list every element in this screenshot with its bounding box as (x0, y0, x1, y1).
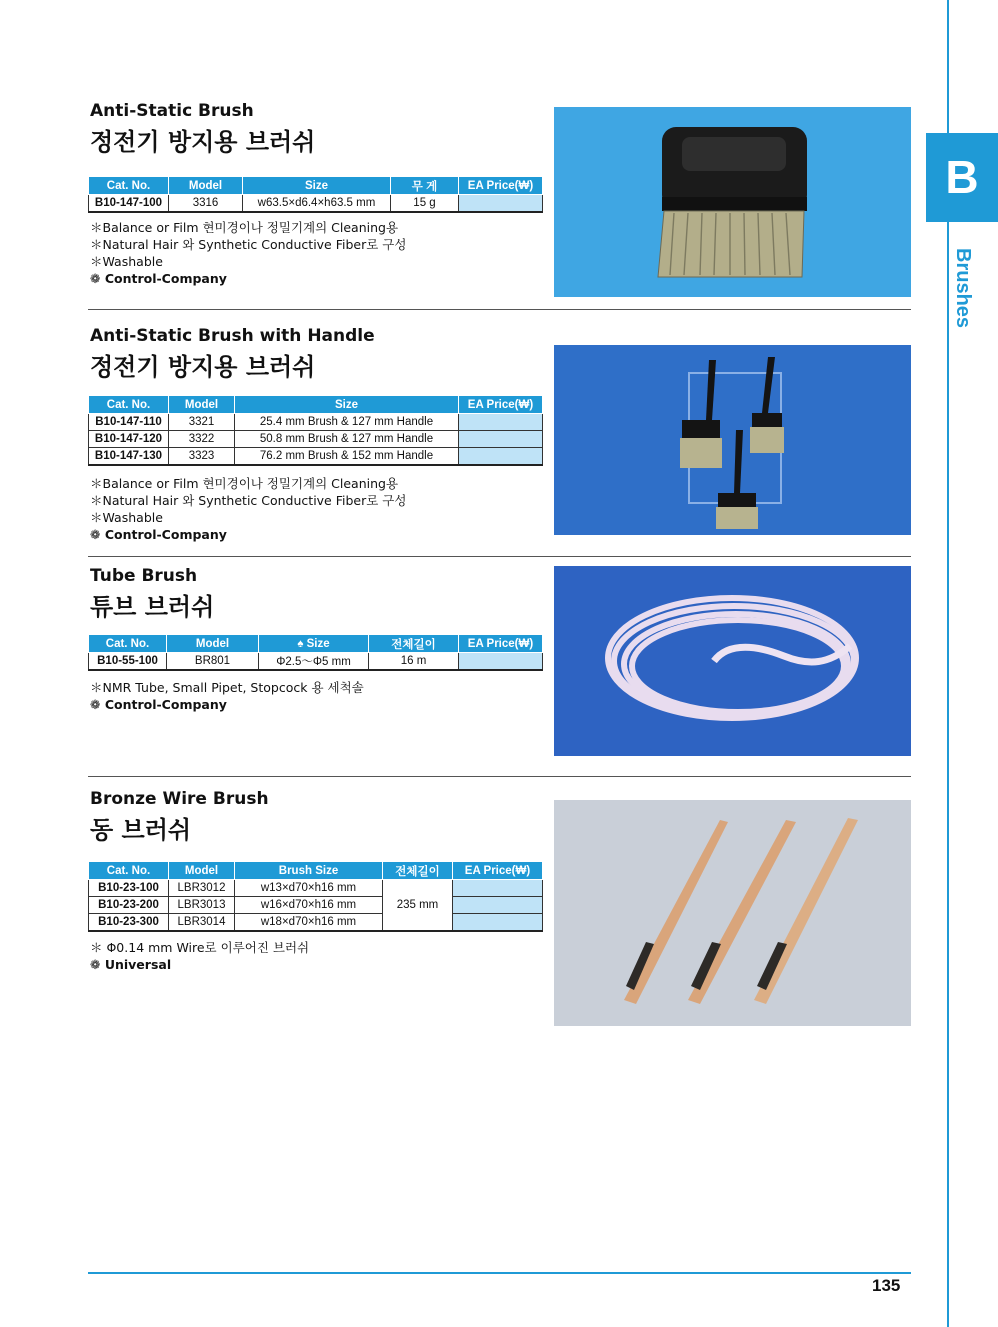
size: Φ2.5～Φ5 mm (259, 653, 369, 671)
col-header: Cat. No. (89, 635, 167, 653)
size: w63.5×d6.4×h63.5 mm (243, 195, 391, 213)
section-title-ko: 정전기 방지용 브러쉬 (90, 353, 316, 381)
col-header: EA Price(₩) (459, 635, 543, 653)
length: 235 mm (383, 880, 453, 932)
table-row (89, 195, 543, 213)
model: 3321 (169, 414, 235, 431)
product-photo-bronze-brush (554, 800, 911, 1026)
side-label-text: Brushes (952, 248, 974, 329)
section-title-ko: 튜브 브러쉬 (90, 593, 215, 621)
model: LBR3014 (169, 914, 235, 932)
notes (90, 679, 364, 713)
section-bronze-wire-brush (88, 788, 912, 1033)
brand: ❁ Universal (90, 957, 172, 972)
note: ＊Washable (90, 254, 163, 269)
col-header: Size (243, 177, 391, 195)
model: LBR3013 (169, 897, 235, 914)
table-row (89, 880, 543, 897)
cat-no: B10-147-100 (89, 195, 169, 213)
length: 16 m (369, 653, 459, 671)
section-anti-static-brush (88, 100, 912, 300)
col-header: Model (167, 635, 259, 653)
section-title-en: Bronze Wire Brush (90, 789, 269, 809)
size: w13×d70×h16 mm (235, 880, 383, 897)
col-header: 전체길이 (383, 862, 453, 880)
footer-rule (88, 1272, 911, 1274)
size: 25.4 mm Brush & 127 mm Handle (235, 414, 459, 431)
cat-no: B10-147-110 (89, 414, 169, 431)
col-header: Cat. No. (89, 396, 169, 414)
col-header: Cat. No. (89, 177, 169, 195)
col-header: Model (169, 177, 243, 195)
size: 50.8 mm Brush & 127 mm Handle (235, 431, 459, 448)
price-cell (459, 448, 543, 466)
product-photo-brush-handle (554, 345, 911, 535)
price-cell (453, 880, 543, 897)
table-row (89, 448, 543, 466)
col-header: 무 게 (391, 177, 459, 195)
section-title-ko: 정전기 방지용 브러쉬 (90, 128, 316, 156)
table-row (89, 897, 543, 914)
note: ＊Washable (90, 510, 163, 525)
table-row (89, 414, 543, 431)
weight: 15 g (391, 195, 459, 213)
section-title-en: Anti-Static Brush with Handle (90, 326, 375, 346)
brand: ❁ Control-Company (90, 527, 227, 542)
spec-table (88, 396, 543, 466)
note: ＊Natural Hair 와 Synthetic Conductive Fiber로 구성 (90, 493, 407, 508)
brand: ❁ Control-Company (90, 271, 227, 286)
col-header: EA Price(₩) (459, 177, 543, 195)
col-header: 전체길이 (369, 635, 459, 653)
model: 3316 (169, 195, 243, 213)
model: 3323 (169, 448, 235, 466)
page-number: 135 (872, 1276, 901, 1295)
cat-no: B10-23-200 (89, 897, 169, 914)
spec-table (88, 862, 543, 932)
model: BR801 (167, 653, 259, 671)
section-title-en: Anti-Static Brush (90, 101, 254, 121)
product-photo-anti-static-brush (554, 107, 911, 297)
table-row (89, 431, 543, 448)
cat-no: B10-23-100 (89, 880, 169, 897)
note: ＊Balance or Film 현미경이나 정밀기계의 Cleaning용 (90, 220, 399, 235)
price-cell (453, 914, 543, 932)
brand: ❁ Control-Company (90, 697, 227, 712)
price-cell (459, 653, 543, 671)
section-divider (88, 309, 911, 310)
cat-no: B10-147-130 (89, 448, 169, 466)
col-header: ♠ Size (259, 635, 369, 653)
cat-no: B10-147-120 (89, 431, 169, 448)
note: ＊Natural Hair 와 Synthetic Conductive Fiber로 구성 (90, 237, 407, 252)
notes (90, 475, 406, 543)
section-title-en: Tube Brush (90, 566, 198, 586)
col-header: Model (169, 396, 235, 414)
col-header: EA Price(₩) (459, 396, 543, 414)
size: w16×d70×h16 mm (235, 897, 383, 914)
size: w18×d70×h16 mm (235, 914, 383, 932)
section-anti-static-brush-handle (88, 325, 912, 545)
section-title-ko: 동 브러쉬 (90, 816, 192, 844)
cat-no: B10-23-300 (89, 914, 169, 932)
cat-no: B10-55-100 (89, 653, 167, 671)
col-header: Size (235, 396, 459, 414)
section-divider (88, 776, 911, 777)
col-header: Brush Size (235, 862, 383, 880)
model: LBR3012 (169, 880, 235, 897)
col-header: EA Price(₩) (453, 862, 543, 880)
notes (90, 219, 406, 287)
section-tab: B (926, 133, 998, 222)
price-cell (453, 897, 543, 914)
notes (90, 939, 309, 973)
size: 76.2 mm Brush & 152 mm Handle (235, 448, 459, 466)
section-tube-brush (88, 565, 912, 765)
col-header: Cat. No. (89, 862, 169, 880)
side-label (940, 248, 988, 338)
model: 3322 (169, 431, 235, 448)
note: ＊NMR Tube, Small Pipet, Stopcock 용 세척솔 (90, 680, 364, 695)
col-header: Model (169, 862, 235, 880)
price-cell (459, 195, 543, 213)
note: ＊ Φ0.14 mm Wire로 이루어진 브러쉬 (90, 940, 310, 955)
product-photo-tube-brush (554, 566, 911, 756)
table-row (89, 653, 543, 671)
spec-table (88, 177, 543, 213)
note: ＊Balance or Film 현미경이나 정밀기계의 Cleaning용 (90, 476, 399, 491)
table-row (89, 914, 543, 932)
price-cell (459, 414, 543, 431)
section-divider (88, 556, 911, 557)
price-cell (459, 431, 543, 448)
spec-table (88, 635, 543, 671)
